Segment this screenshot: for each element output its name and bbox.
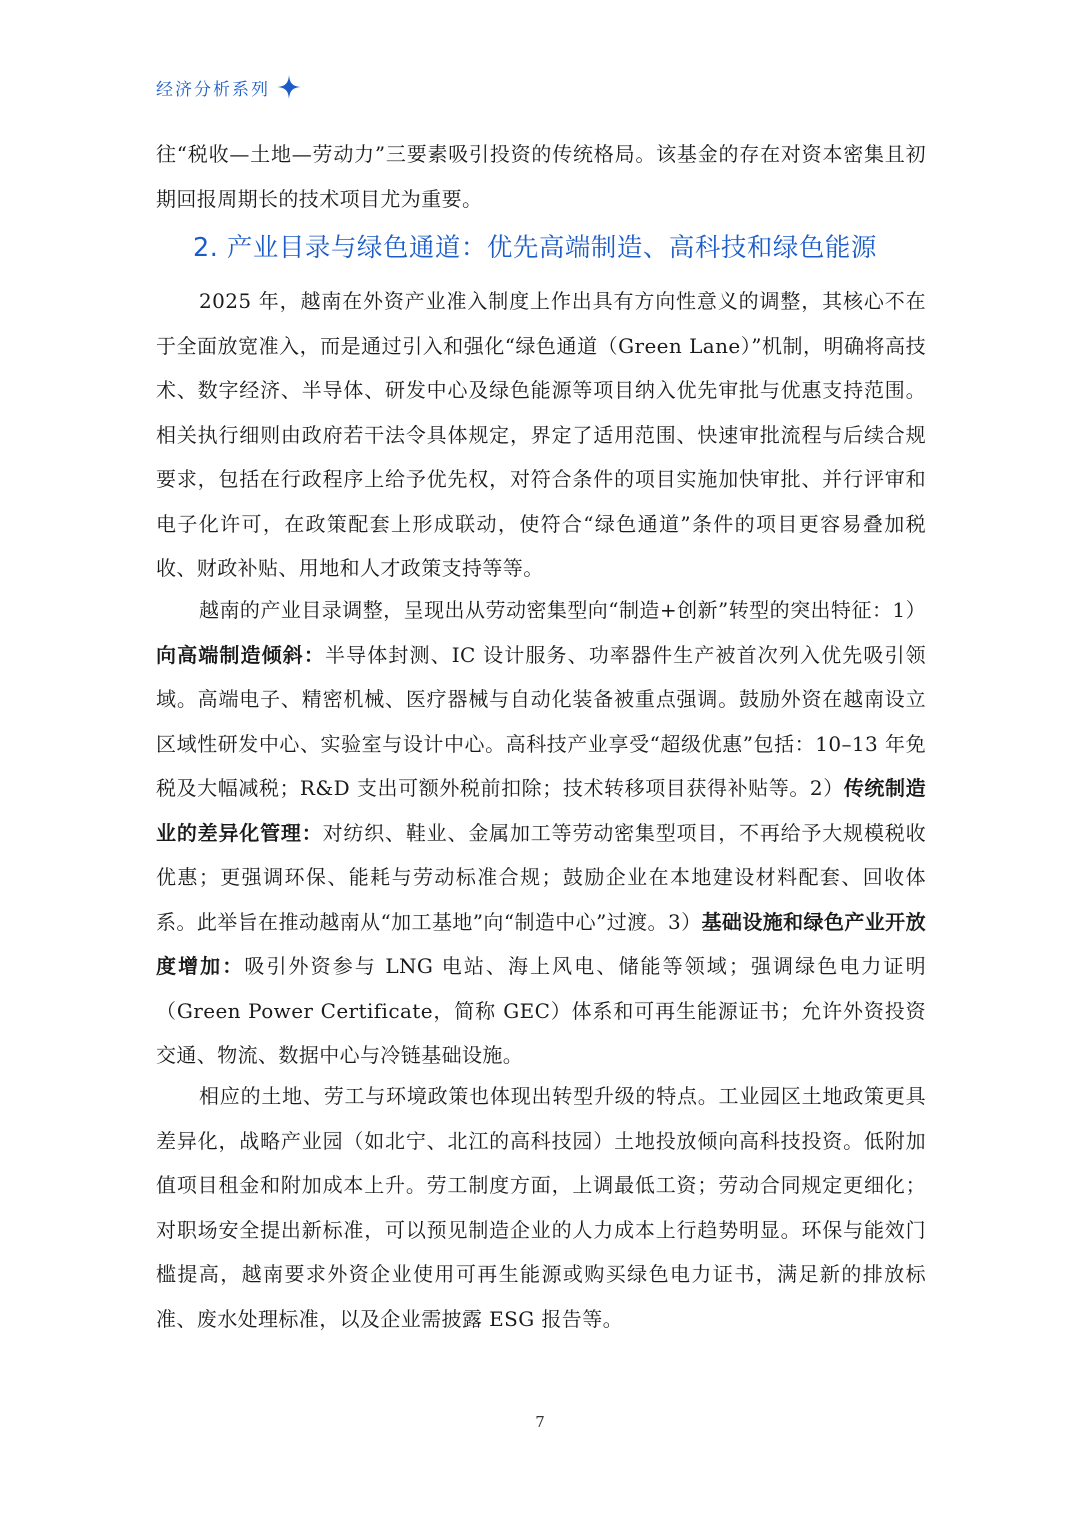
- four-point-star-icon: [276, 74, 302, 100]
- page-number: 7: [535, 1413, 545, 1431]
- bold-heading-infrastructure-green: 基础设施和绿色产业开放度增加：: [156, 909, 926, 978]
- paragraph-text-2: 对纺织、鞋业、金属加工等劳动密集型项目，不再给予大规模税收优惠；更强调环保、能耗与劳动标准合规；鼓励企业在本地建设材料配套、回收体系。此举旨在推动越南从“加工基地”向“制造中心”过渡。3）: [156, 820, 926, 934]
- series-title: 经济分析系列: [156, 79, 270, 100]
- paragraph-text: 相应的土地、劳工与环境政策也体现出转型升级的特点。工业园区土地政策更具差异化，战略产业园（如北宁、北江的高科技园）土地投放倾向高科技投资。低附加值项目租金和附加成本上升。劳工制度方面，上调最低工资；劳动合同规定更细化；对职场安全提出新标准，可以预见制造企业的人力成本上行趋势明显。环保与能效门槛提高，越南要求外资企业使用可再生能源或购买绿色电力证书，满足新的排放标准、废水处理标准，以及企业需披露 ESG 报告等。: [156, 1084, 926, 1331]
- paragraph-intro: 越南的产业目录调整，呈现出从劳动密集型向“制造+创新”转型的突出特征：1）: [199, 598, 926, 622]
- paragraph-text: [156, 588, 926, 1078]
- paragraph-text-3: 吸引外资参与 LNG 电站、海上风电、储能等领域；强调绿色电力证明（Green Power Certificate，简称 GEC）体系和可再生能源证书；允许外资投资交通、物流、数据中心与冷链基础设施。: [156, 954, 926, 1067]
- paragraph-green-lane: [156, 279, 926, 591]
- continued-paragraph: [156, 132, 926, 221]
- paragraph-text: 往“税收—土地—劳动力”三要素吸引投资的传统格局。该基金的存在对资本密集且初期回报周期长的技术项目尤为重要。: [156, 142, 926, 211]
- paragraph-industry-catalog: [156, 588, 926, 1078]
- page-header: [156, 74, 302, 100]
- bold-heading-traditional-manufacturing: 传统制造业的差异化管理：: [156, 776, 926, 845]
- bold-heading-high-end-manufacturing: 向高端制造倾斜：: [156, 642, 325, 667]
- section-heading: 2. 产业目录与绿色通道：优先高端制造、高科技和绿色能源: [193, 233, 877, 263]
- paragraph-text: 2025 年，越南在外资产业准入制度上作出具有方向性意义的调整，其核心不在于全面放宽准入，而是通过引入和强化“绿色通道（Green Lane）”机制，明确将高技术、数字经济、半导体、研发中心及绿色能源等项目纳入优先审批与优惠支持范围。相关执行细则由政府若干法令具体规定，界定了适用范围、快速审批流程与后续合规要求，包括在行政程序上给予优先权，对符合条件的项目实施加快审批、并行评审和电子化许可，在政策配套上形成联动，使符合“绿色通道”条件的项目更容易叠加税收、财政补贴、用地和人才政策支持等等。: [156, 289, 926, 580]
- paragraph-text-1: 半导体封测、IC 设计服务、功率器件生产被首次列入优先吸引领域。高端电子、精密机械、医疗器械与自动化装备被重点强调。鼓励外资在越南设立区域性研发中心、实验室与设计中心。高科技产业享受“超级优惠”包括：10–13 年免税及大幅减税；R&D 支出可额外税前扣除；技术转移项目获得补贴等。2）: [156, 642, 926, 800]
- paragraph-land-labor-environment: [156, 1074, 926, 1341]
